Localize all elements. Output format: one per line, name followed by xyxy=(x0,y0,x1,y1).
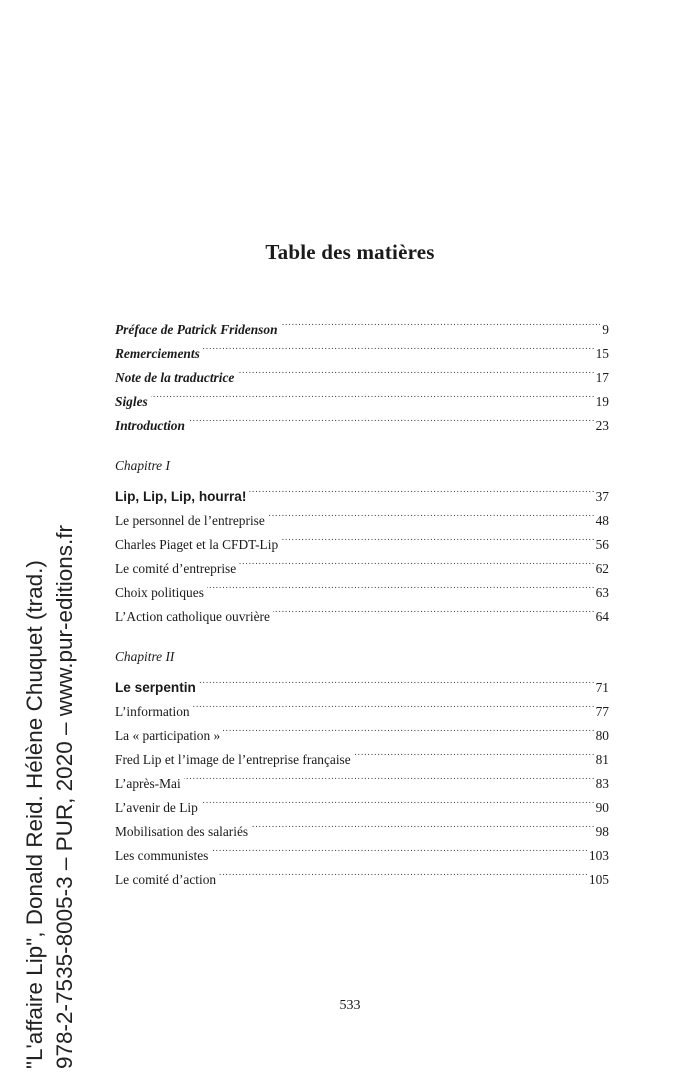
toc-entry-page: 80 xyxy=(595,728,609,743)
toc-entry-preface[interactable] xyxy=(115,310,609,337)
toc-entry-title: Le personnel de l’entreprise xyxy=(115,513,265,528)
dot-leader xyxy=(184,764,594,788)
toc-entry-page: 37 xyxy=(595,489,609,504)
toc-entry-page: 64 xyxy=(595,609,609,624)
chapter-label: Chapitre II xyxy=(115,649,175,664)
dot-leader xyxy=(219,860,587,884)
dot-leader xyxy=(268,501,594,525)
toc-section[interactable] xyxy=(115,764,609,791)
toc-entry-title: La « participation » xyxy=(115,728,221,743)
toc-entry-title: Lip, Lip, Lip, hourra! xyxy=(115,489,247,504)
side-watermark xyxy=(20,29,84,1069)
toc-entry-page: 19 xyxy=(595,394,609,409)
dot-leader xyxy=(273,597,594,621)
toc-entry-title: Le serpentin xyxy=(115,680,196,695)
toc-entry-title: L’après-Mai xyxy=(115,776,181,791)
side-note-line1: "L'affaire Lip", Donald Reid. Hélène Chuquet (trad.) xyxy=(22,560,47,1069)
toc-entry-page: 81 xyxy=(595,752,609,767)
toc-entry-page: 15 xyxy=(595,346,609,361)
dot-leader xyxy=(223,716,593,740)
dot-leader xyxy=(237,358,593,382)
toc-entry-title: Sigles xyxy=(115,394,148,409)
dot-leader xyxy=(211,836,587,860)
toc-entry-page: 90 xyxy=(595,800,609,815)
dot-leader xyxy=(199,668,594,692)
toc-entry-page: 63 xyxy=(595,585,609,600)
dot-leader xyxy=(203,334,594,358)
toc-chapter-title[interactable] xyxy=(115,477,609,504)
dot-leader xyxy=(354,740,594,764)
toc-entry-title: Introduction xyxy=(115,418,185,433)
toc-entry-page: 48 xyxy=(595,513,609,528)
toc-entry-title: Choix politiques xyxy=(115,585,204,600)
chapter-label: Chapitre I xyxy=(115,458,170,473)
dot-leader xyxy=(188,406,594,430)
toc-entry-title: Remerciements xyxy=(115,346,200,361)
dot-leader xyxy=(239,549,593,573)
dot-leader xyxy=(251,812,593,836)
toc-entry-page: 9 xyxy=(602,322,609,337)
toc-entry-page: 103 xyxy=(588,848,609,863)
toc-entry-page: 71 xyxy=(595,680,609,695)
dot-leader xyxy=(281,310,601,334)
table-of-contents xyxy=(115,310,609,887)
toc-entry-page: 105 xyxy=(588,872,609,887)
toc-entry-title: Mobilisation des salariés xyxy=(115,824,249,839)
dot-leader xyxy=(249,477,593,501)
toc-entry-title: Le comité d’action xyxy=(115,872,217,887)
dot-leader xyxy=(207,573,594,597)
toc-entry-page: 83 xyxy=(595,776,609,791)
page-number: 533 xyxy=(339,998,361,1013)
toc-entry-title: Note de la traductrice xyxy=(115,370,235,385)
toc-entry-title: Le comité d’entreprise xyxy=(115,561,237,576)
toc-entry-title: Préface de Patrick Fridenson xyxy=(115,322,278,337)
dot-leader xyxy=(193,692,594,716)
dot-leader xyxy=(151,382,594,406)
toc-entry-title: L’Action catholique ouvrière xyxy=(115,609,270,624)
toc-entry-title: Charles Piaget et la CFDT-Lip xyxy=(115,537,279,552)
toc-entry-title: L’information xyxy=(115,704,190,719)
page-title: Table des matières xyxy=(265,240,435,264)
toc-entry-title: L’avenir de Lip xyxy=(115,800,198,815)
toc-entry-page: 23 xyxy=(595,418,609,433)
toc-entry-page: 77 xyxy=(595,704,609,719)
toc-entry-page: 98 xyxy=(595,824,609,839)
toc-section[interactable] xyxy=(115,788,609,815)
toc-entry-introduction[interactable] xyxy=(115,406,609,433)
dot-leader xyxy=(201,788,594,812)
side-note-line2: 978-2-7535-8005-3 – PUR, 2020 – www.pur-editions.fr xyxy=(52,524,77,1069)
toc-entry-title: Fred Lip et l’image de l’entreprise française xyxy=(115,752,351,767)
toc-chapter-title[interactable] xyxy=(115,668,609,695)
toc-entry-page: 62 xyxy=(595,561,609,576)
toc-entry-page: 17 xyxy=(595,370,609,385)
toc-entry-sigles[interactable] xyxy=(115,382,609,409)
toc-entry-title: Les communistes xyxy=(115,848,209,863)
toc-entry-page: 56 xyxy=(595,537,609,552)
dot-leader xyxy=(281,525,593,549)
